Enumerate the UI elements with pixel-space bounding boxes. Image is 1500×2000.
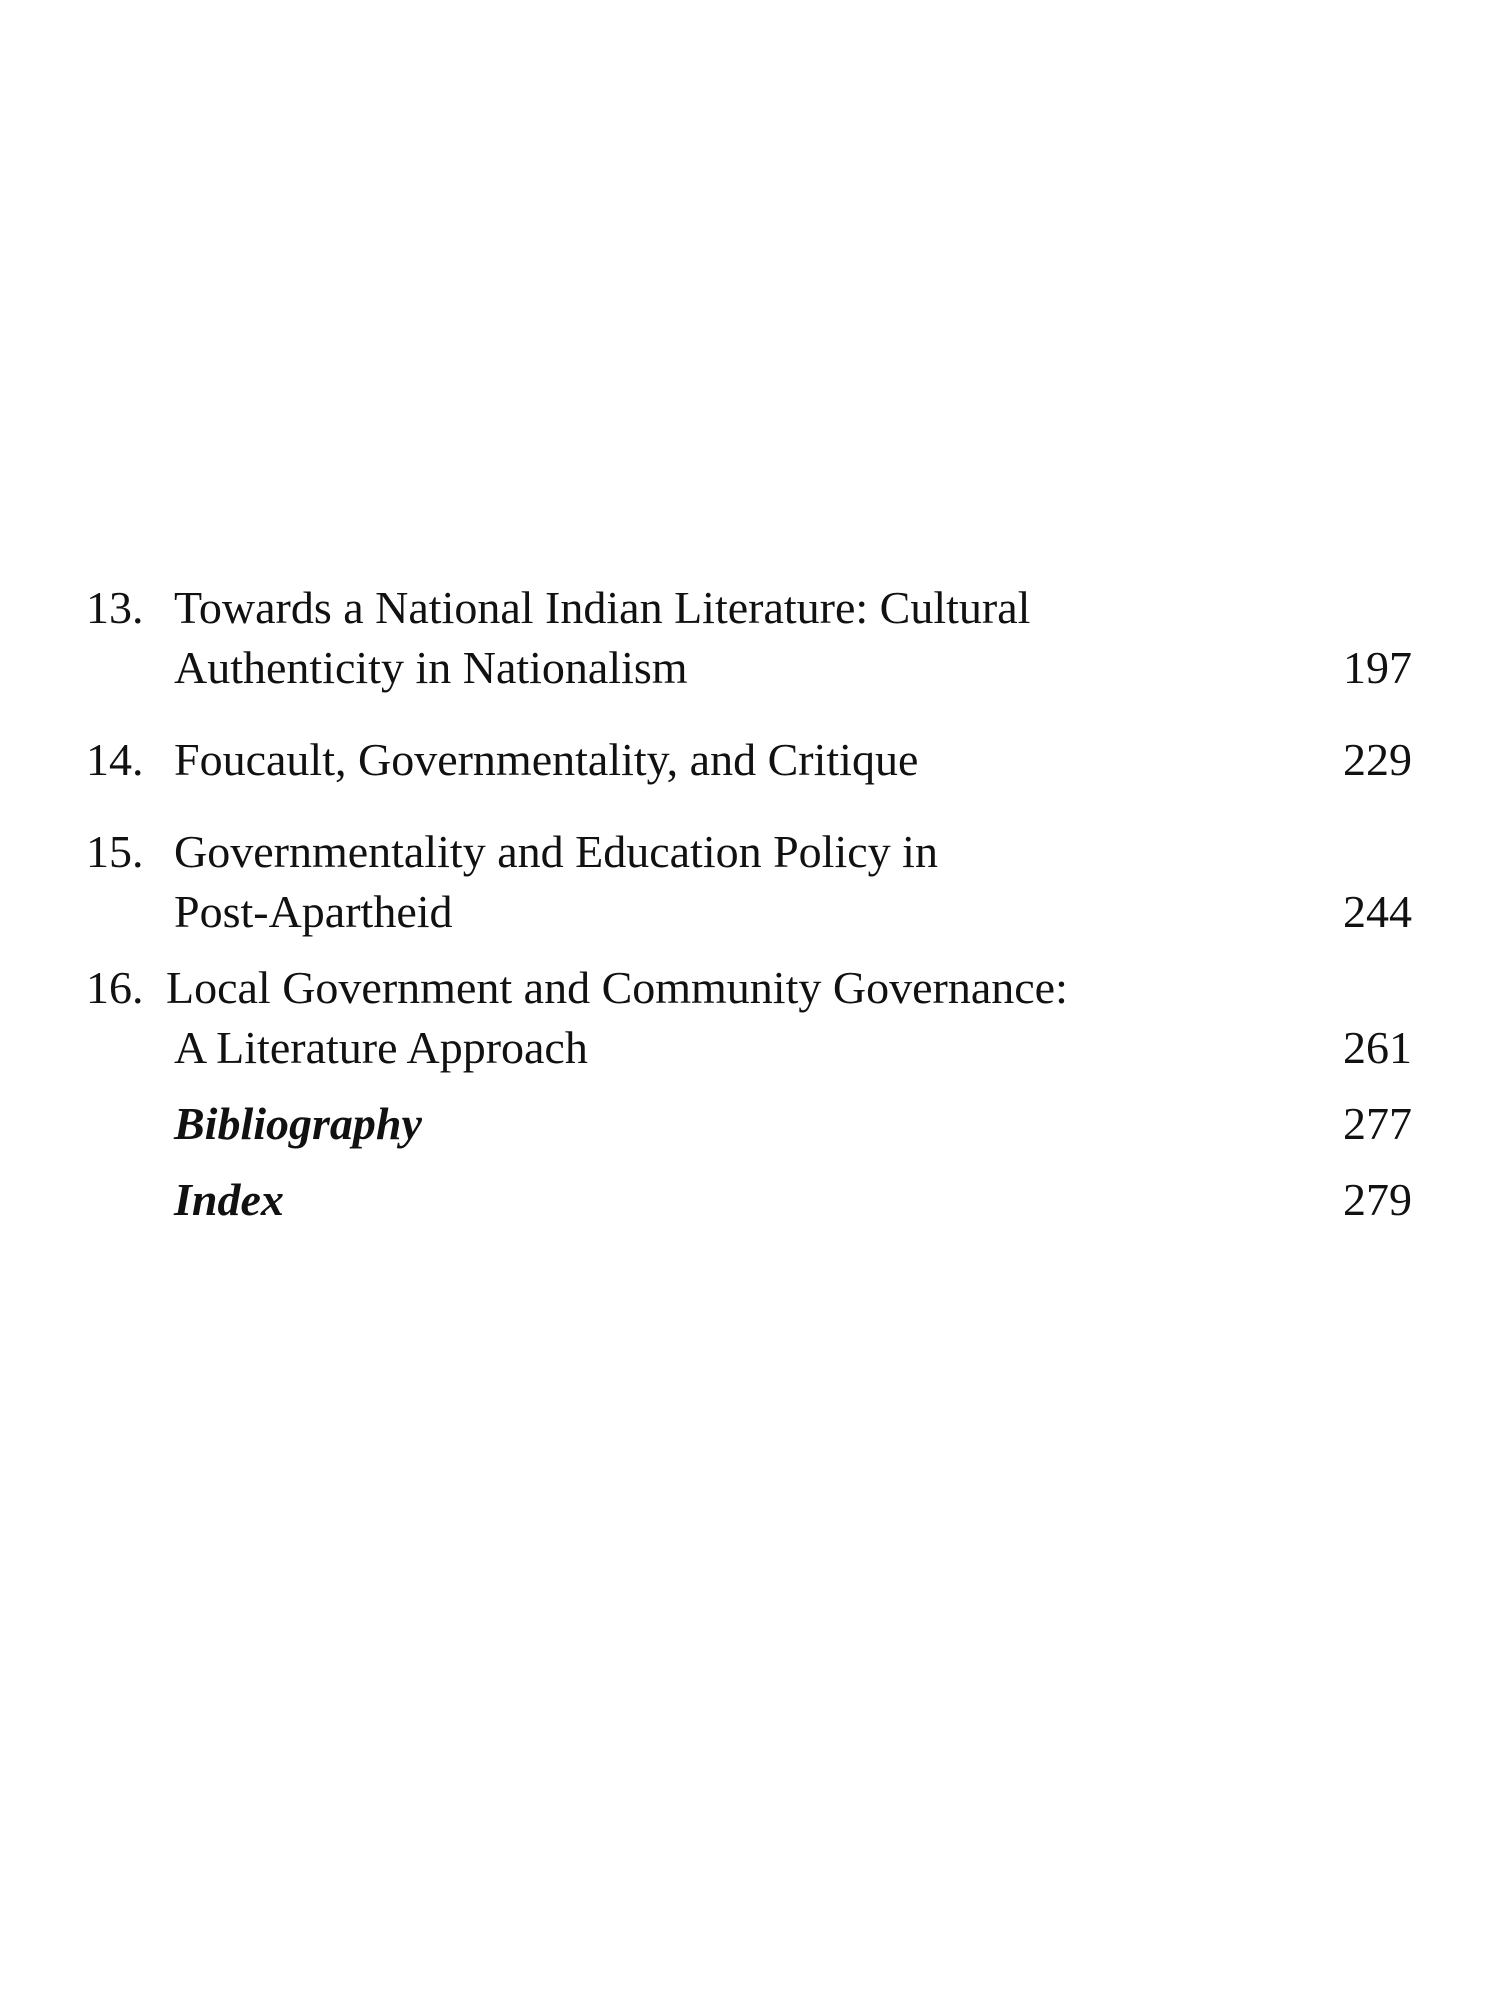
toc-entry-15 <box>86 822 1412 942</box>
toc-entry-14 <box>86 730 1412 790</box>
section-title <box>86 1170 1412 1230</box>
page-number: 261 <box>1343 1022 1412 1073</box>
chapter-title <box>86 958 1412 1078</box>
chapter-number: 13. <box>86 582 144 633</box>
section-title <box>86 1094 1412 1154</box>
chapter-title-line: Governmentality and Education Policy in <box>174 826 938 877</box>
chapter-number: 14. <box>86 734 144 785</box>
page-number: 277 <box>1343 1098 1412 1149</box>
chapter-number: 15. <box>86 826 144 877</box>
chapter-title <box>86 578 1412 698</box>
toc-entry-16 <box>86 958 1412 1078</box>
page-number: 229 <box>1343 734 1412 785</box>
chapter-title-line: Local Government and Community Governance: <box>166 962 1068 1013</box>
page-number: 279 <box>1343 1174 1412 1225</box>
page-number: 197 <box>1343 642 1412 693</box>
toc-entry-index <box>86 1170 1412 1230</box>
chapter-title-line: Foucault, Governmentality, and Critique <box>174 734 919 785</box>
chapter-number: 16. <box>86 962 144 1013</box>
chapter-title-line: Post-Apartheid <box>174 886 453 937</box>
section-title-line: Bibliography <box>174 1098 422 1149</box>
section-title-line: Index <box>174 1174 284 1225</box>
page-number: 244 <box>1343 886 1412 937</box>
chapter-title-line: A Literature Approach <box>174 1022 588 1073</box>
toc-entry-bibliography <box>86 1094 1412 1154</box>
chapter-title <box>86 822 1412 942</box>
chapter-title <box>86 730 1412 790</box>
chapter-title-line: Towards a National Indian Literature: Cultural <box>174 582 1031 633</box>
chapter-title-line: Authenticity in Nationalism <box>174 642 688 693</box>
table-of-contents <box>86 578 1412 1230</box>
toc-entry-13 <box>86 578 1412 698</box>
